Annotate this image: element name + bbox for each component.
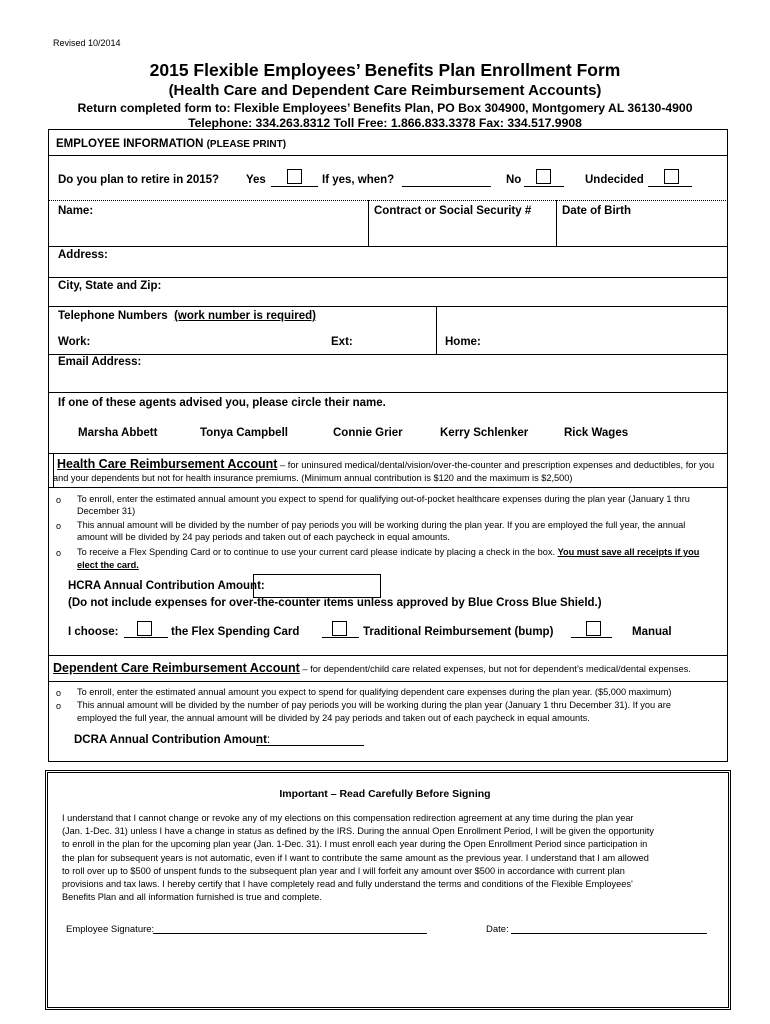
health-item-2: This annual amount will be divided by the number of pay periods you will be working during the plan year. If you are employed the full year, the annual [77,520,686,530]
agreement-line: provisions and tax laws. I hereby certify that I have completely read and fully understand the terms and conditions of the Flexible Employees’ [62,879,633,890]
divider [556,200,557,246]
signature-field[interactable] [153,922,427,934]
dob-label: Date of Birth [562,205,631,217]
flex-card-option: the Flex Spending Card [171,626,300,638]
agreement-line: Benefits Plan and all information furnished is true and complete. [62,892,322,903]
retire-undecided-checkbox[interactable] [664,169,679,184]
ssn-label: Contract or Social Security # [374,205,532,217]
retire-yes-checkbox[interactable] [287,169,302,184]
dependent-care-heading: Dependent Care Reimbursement Account – for dependent/child care related expenses, but not for dependent’s medical/dental expenses. [53,661,691,675]
agent-name[interactable]: Rick Wages [564,427,629,439]
manual-option: Manual [632,626,672,638]
hcra-amount-field[interactable] [253,574,381,598]
telephone-numbers-label: Telephone Numbers (work number is required) [58,310,316,322]
agents-question: If one of these agents advised you, please circle their name. [58,397,386,409]
home-phone-label: Home: [445,336,481,348]
hcra-amount-note: (Do not include expenses for over-the-counter items unless approved by Blue Cross Blue Shield.) [68,597,602,609]
agreement-line: the plan for subsequent years is not automatic, even if I want to contribute the same amount as the previous year. I understand that I am allowed [62,852,649,863]
date-label: Date: [486,924,509,935]
divider [48,306,728,307]
dcra-amount-field[interactable] [256,733,364,746]
health-item-1: To enroll, enter the estimated annual amount you expect to spend for qualifying out-of-pocket healthcare expenses during the plan year (January 1 thru [77,494,690,504]
bullet: o [56,701,62,711]
divider [48,277,728,278]
hcra-amount-label: HCRA Annual Contribution Amount: [68,580,265,592]
retire-question: Do you plan to retire in 2015? [58,174,220,186]
work-phone-label: Work: [58,336,91,348]
contact-numbers: Telephone: 334.263.8312 Toll Free: 1.866.833.3378 Fax: 334.517.9908 [188,116,582,130]
signature-label: Employee Signature: [66,924,155,935]
divider [48,354,728,355]
employee-info-heading: EMPLOYEE INFORMATION (PLEASE PRINT) [56,138,287,150]
bullet: o [56,688,62,698]
flex-card-checkbox[interactable] [137,621,152,636]
divider [48,681,728,682]
divider [48,655,728,656]
name-label: Name: [58,205,94,217]
divider [368,200,369,246]
city-state-zip-label: City, State and Zip: [58,280,162,292]
agent-name[interactable]: Connie Grier [333,427,403,439]
agent-name[interactable]: Tonya Campbell [200,427,288,439]
agreement-line: (Jan. 1-Dec. 31) unless I have a change in status as defined by the IRS. During the annual Open Enrollment Period, I will be given the opportunity [62,826,654,837]
bullet: o [56,548,62,558]
agreement-line: I understand that I cannot change or revoke any of my elections on this compensation redirection agreement at any time during the plan year [62,813,634,823]
agreement-line: to roll over up to $500 of unspent funds to the subsequent plan year and I will forfeit any amount over $500 in accordance with current plan [62,865,625,876]
retire-no-checkbox[interactable] [536,169,551,184]
health-care-heading: Health Care Reimbursement Account – for uninsured medical/dental/vision/over-the-counter and prescription expenses and deductibles, for you [57,457,715,471]
divider [48,487,728,488]
bullet: o [56,521,62,531]
revised-date: Revised 10/2014 [53,38,121,48]
divider [48,246,728,247]
form-title: 2015 Flexible Employees’ Benefits Plan Enrollment Form [149,60,621,80]
agreement-line: to enroll in the plan for the upcoming plan year (Jan. 1-Dec. 31). I must enroll each year during the Open Enrollment Period since participation in [62,839,648,850]
health-care-note: and your dependents but not for health insurance premiums. (Minimum annual contribution is $120 and the maximum is $2,500) [53,473,573,483]
retire-when-label: If yes, when? [322,174,395,186]
dependent-item-1: To enroll, enter the estimated annual amount you expect to spend for qualifying dependent care expenses during the plan year. ($5,000 maximum) [77,687,672,697]
bullet: o [56,495,62,505]
retire-when-field[interactable] [402,172,491,187]
dependent-item-2: This annual amount will be divided by the number of pay periods you will be working during the plan year (January 1 thru December 31). If you are [77,700,671,710]
important-heading: Important – Read Carefully Before Signing [279,788,491,800]
email-label: Email Address: [58,356,142,368]
health-item-3: To receive a Flex Spending Card or to continue to use your current card please indicate by placing a check in the box. You must save all receipts if you [77,547,700,557]
agent-name[interactable]: Marsha Abbett [78,427,158,439]
dependent-item-2-cont: employed the full year, the annual amount will be divided by 24 pay periods and taken out of each paycheck in equal amounts. [77,713,590,723]
agent-name[interactable]: Kerry Schlenker [440,427,529,439]
retire-no-label: No [506,174,522,186]
retire-yes-label: Yes [246,174,266,186]
divider [48,453,728,454]
traditional-checkbox[interactable] [332,621,347,636]
health-item-3-cont: elect the card. [77,560,139,570]
traditional-option: Traditional Reimbursement (bump) [363,626,554,638]
manual-checkbox[interactable] [586,621,601,636]
divider [48,200,728,201]
date-field[interactable] [511,922,707,934]
health-item-2-cont: amount will be divided by 24 pay periods and taken out of each paycheck in equal amounts. [77,532,450,542]
choose-label: I choose: [68,626,119,638]
divider [436,306,437,354]
divider [48,392,728,393]
ext-label: Ext: [331,336,353,348]
retire-undecided-label: Undecided [585,174,644,186]
health-item-1-cont: December 31) [77,506,136,516]
address-label: Address: [58,249,108,261]
return-address: Return completed form to: Flexible Employees’ Benefits Plan, PO Box 304900, Montgomery AL 36130-4900 [77,101,693,115]
form-subtitle: (Health Care and Dependent Care Reimbursement Accounts) [168,82,602,99]
dcra-amount-label: DCRA Annual Contribution Amount: [74,734,271,746]
agreement-text [62,812,662,904]
divider [48,155,728,156]
